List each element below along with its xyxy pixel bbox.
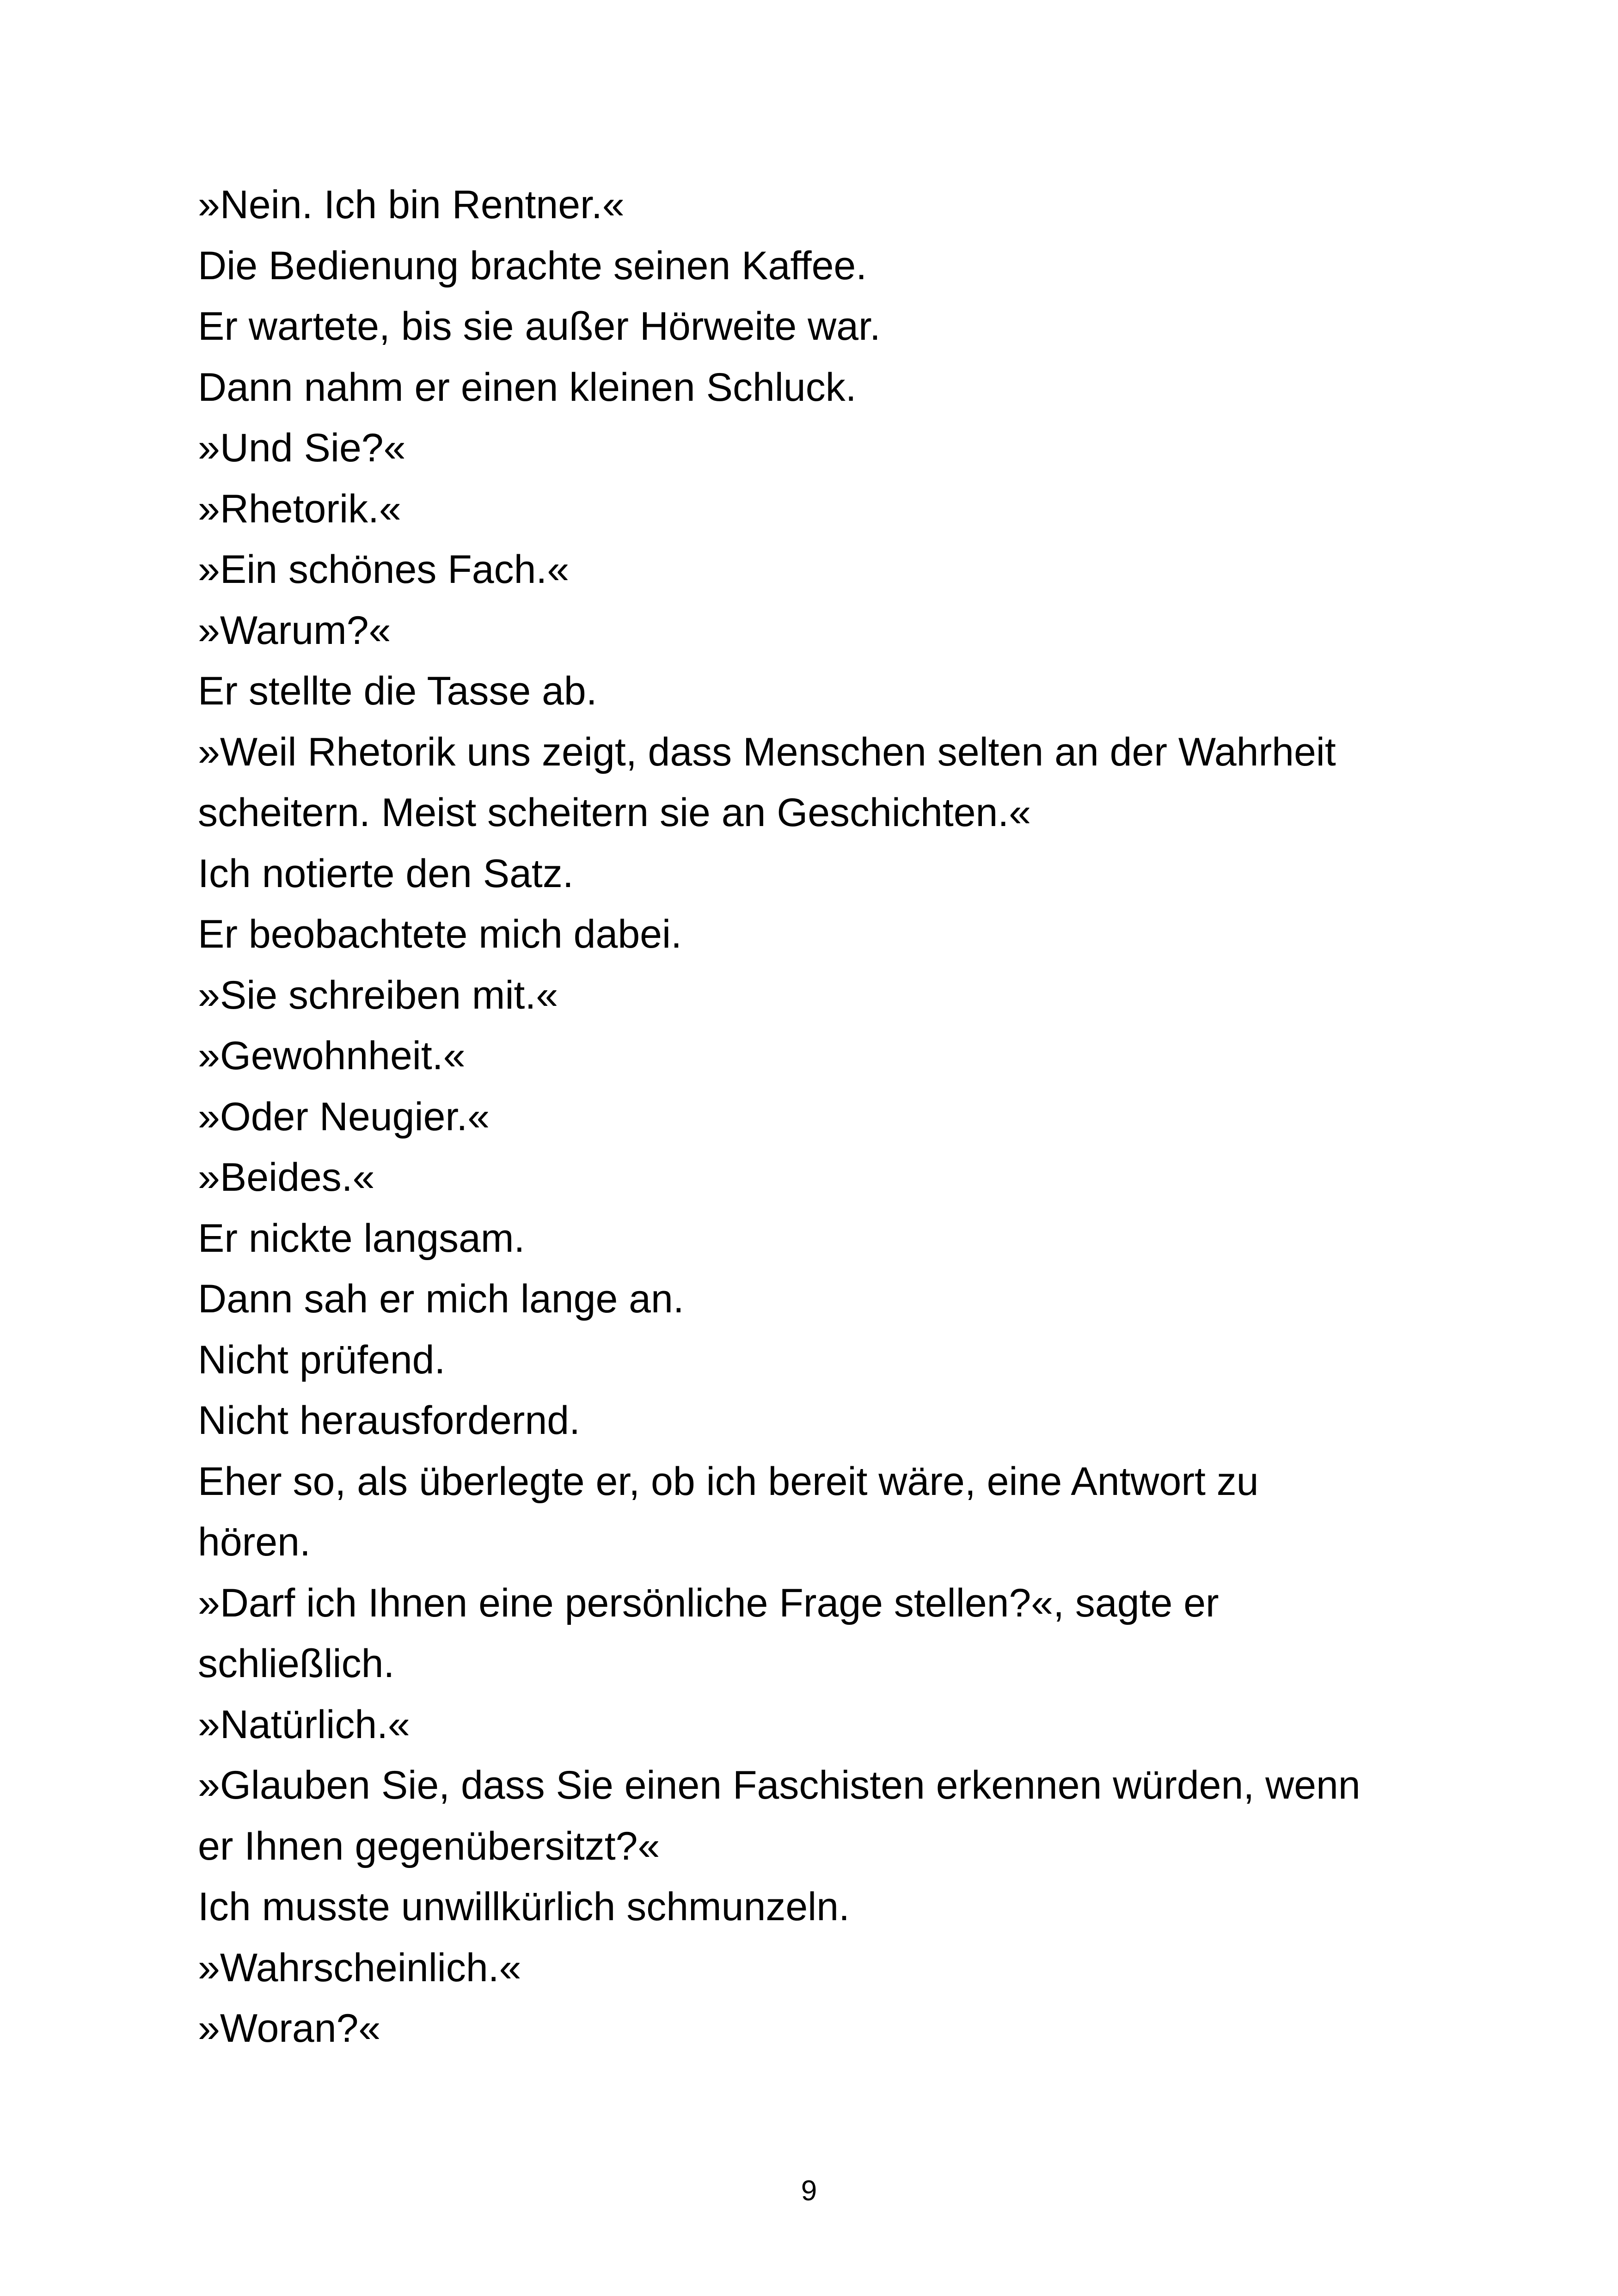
text-line: »Natürlich.« bbox=[198, 1702, 410, 1747]
text-line: Nicht prüfend. bbox=[198, 1337, 446, 1382]
text-line: »Ein schönes Fach.« bbox=[198, 547, 570, 592]
text-line: Nicht herausfordernd. bbox=[198, 1398, 580, 1443]
text-line: »Rhetorik.« bbox=[198, 486, 401, 531]
text-line: »Warum?« bbox=[198, 608, 391, 653]
text-line: »Gewohnheit.« bbox=[198, 1034, 466, 1078]
text-line: Er wartete, bis sie außer Hörweite war. bbox=[198, 304, 881, 349]
text-line: er Ihnen gegenübersitzt?« bbox=[198, 1824, 660, 1868]
text-line: »Wahrscheinlich.« bbox=[198, 1945, 521, 1990]
body-text bbox=[198, 175, 1446, 2059]
text-line: »Nein. Ich bin Rentner.« bbox=[198, 183, 625, 227]
page-number: 9 bbox=[801, 2175, 817, 2207]
text-line: Die Bedienung brachte seinen Kaffee. bbox=[198, 243, 867, 288]
text-line: »Oder Neugier.« bbox=[198, 1094, 490, 1139]
text-line: Eher so, als überlegte er, ob ich bereit wäre, eine Antwort zu bbox=[198, 1459, 1259, 1504]
text-line: Dann nahm er einen kleinen Schluck. bbox=[198, 365, 857, 410]
text-line: hören. bbox=[198, 1520, 311, 1564]
text-line: scheitern. Meist scheitern sie an Geschichten.« bbox=[198, 790, 1031, 835]
text-line: »Sie schreiben mit.« bbox=[198, 973, 558, 1017]
text-line: Ich musste unwillkürlich schmunzeln. bbox=[198, 1885, 850, 1929]
text-line: »Und Sie?« bbox=[198, 426, 406, 470]
text-line: Dann sah er mich lange an. bbox=[198, 1277, 684, 1321]
text-line: »Beides.« bbox=[198, 1155, 375, 1200]
text-line: »Weil Rhetorik uns zeigt, dass Menschen selten an der Wahrheit bbox=[198, 729, 1336, 774]
text-line: Er beobachtete mich dabei. bbox=[198, 912, 682, 956]
text-line: Er stellte die Tasse ab. bbox=[198, 669, 597, 713]
text-line: Er nickte langsam. bbox=[198, 1216, 525, 1261]
text-line: Ich notierte den Satz. bbox=[198, 851, 574, 896]
text-line: »Darf ich Ihnen eine persönliche Frage stellen?«, sagte er bbox=[198, 1580, 1219, 1625]
text-line: schließlich. bbox=[198, 1641, 395, 1686]
text-line: »Woran?« bbox=[198, 2006, 381, 2051]
text-line: »Glauben Sie, dass Sie einen Faschisten erkennen würden, wenn bbox=[198, 1763, 1361, 1807]
